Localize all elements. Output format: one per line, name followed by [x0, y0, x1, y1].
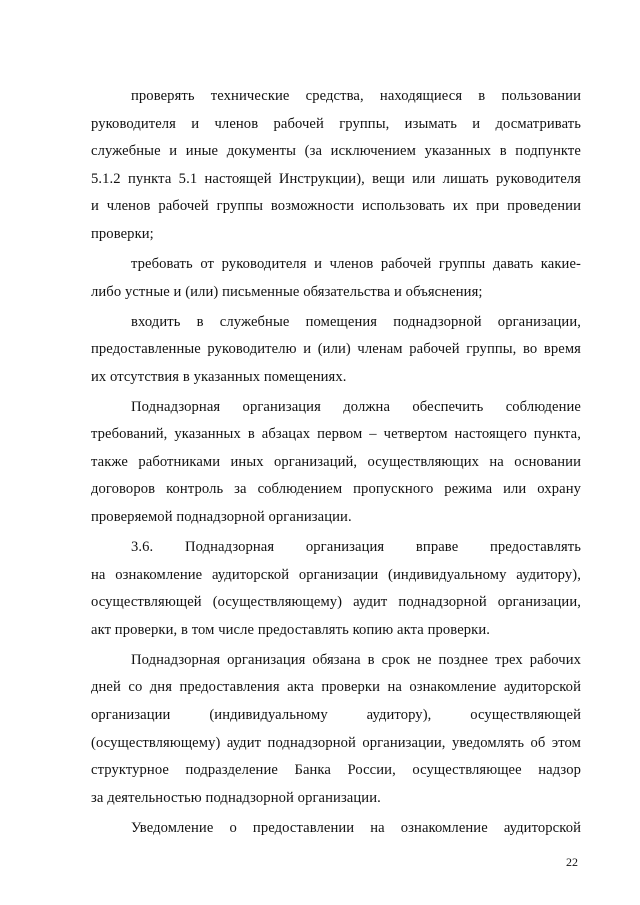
text-line: акт проверки, в том числе предоставлять копию акта проверки. — [91, 621, 491, 638]
text-line: организации (индивидуальному аудитору), осуществляющей — [91, 707, 581, 724]
text-line: Поднадзорная организация обязана в срок не позднее трех рабочих — [131, 651, 581, 668]
text-line: Поднадзорная организация должна обеспечить соблюдение — [131, 398, 581, 415]
text-line: осуществляющей (осуществляющему) аудит поднадзорной организации, — [91, 594, 581, 611]
text-line: 5.1.2 пункта 5.1 настоящей Инструкции), вещи или лишать руководителя — [91, 170, 581, 187]
text-line: требовать от руководителя и членов рабочей группы давать какие- — [131, 255, 581, 272]
text-line: дней со дня предоставления акта проверки на ознакомление аудиторской — [91, 679, 581, 696]
text-line: 3.6. Поднадзорная организация вправе предоставлять — [131, 539, 581, 556]
document-body — [91, 83, 581, 845]
paragraph-2 — [91, 251, 581, 306]
text-line: структурное подразделение Банка России, осуществляющее надзор — [91, 762, 581, 779]
paragraph-1 — [91, 83, 581, 249]
text-line: либо устные и (или) письменные обязательства и объяснения; — [91, 283, 483, 300]
page-number: 22 — [566, 855, 578, 869]
text-line: их отсутствия в указанных помещениях. — [91, 368, 347, 385]
text-line: (осуществляющему) аудит поднадзорной организации, уведомлять об этом — [91, 734, 581, 751]
text-line: на ознакомление аудиторской организации (индивидуальному аудитору), — [91, 566, 581, 583]
text-line: за деятельностью поднадзорной организации. — [91, 789, 381, 806]
paragraph-6 — [91, 647, 581, 813]
text-line: договоров контроль за соблюдением пропускного режима или охрану — [91, 481, 581, 498]
text-line: проверять технические средства, находящиеся в пользовании — [131, 88, 581, 104]
text-line: также работниками иных организаций, осуществляющих на основании — [91, 453, 581, 470]
text-line: проверяемой поднадзорной организации. — [91, 509, 352, 526]
paragraph-5 — [91, 534, 581, 644]
text-line: руководителя и членов рабочей группы, изымать и досматривать — [91, 115, 581, 132]
text-line: предоставленные руководителю и (или) членам рабочей группы, во время — [91, 341, 581, 358]
text-line: проверки; — [91, 225, 154, 242]
text-line: и членов рабочей группы возможности использовать их при проведении — [91, 198, 581, 215]
paragraph-4 — [91, 394, 581, 532]
text-line: служебные и иные документы (за исключением указанных в подпункте — [91, 143, 581, 160]
paragraph-3 — [91, 309, 581, 392]
text-line: Уведомление о предоставлении на ознакомление аудиторской — [131, 819, 581, 836]
text-line: требований, указанных в абзацах первом – четвертом настоящего пункта, — [91, 426, 581, 443]
text-line: входить в служебные помещения поднадзорной организации, — [131, 313, 581, 330]
paragraph-7 — [91, 815, 581, 843]
